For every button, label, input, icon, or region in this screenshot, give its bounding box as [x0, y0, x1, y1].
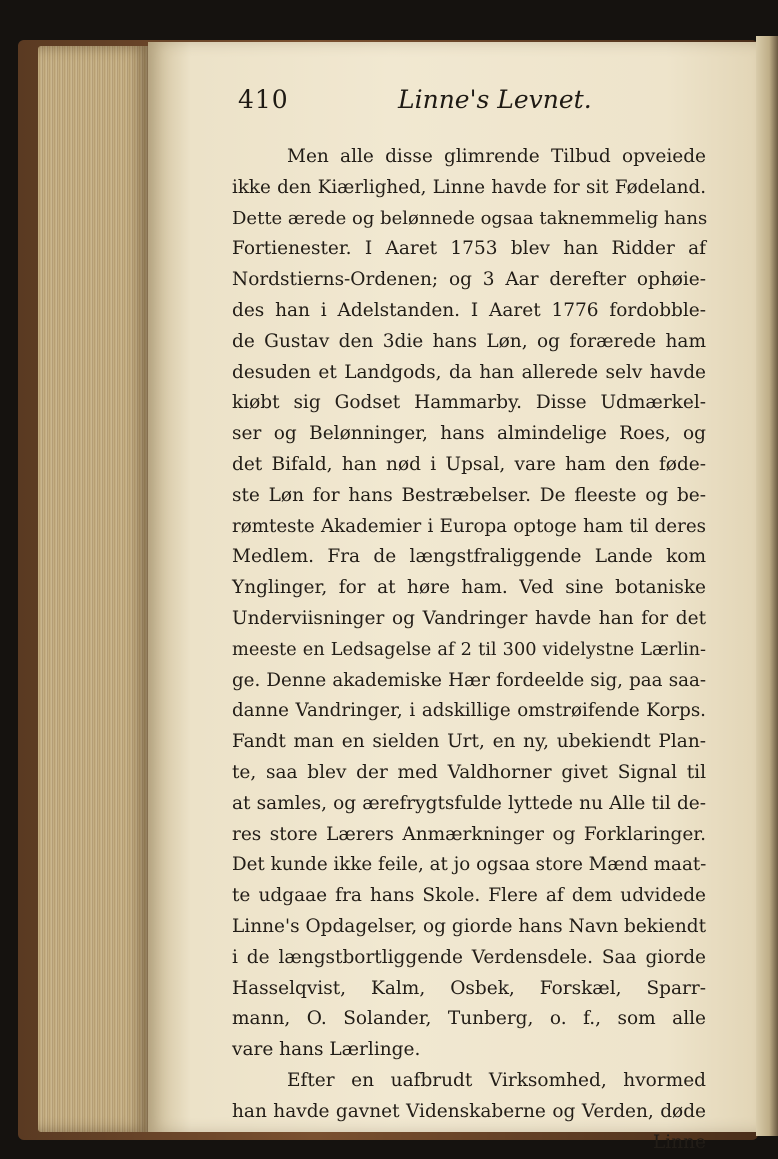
text-line: res store Lærers Anmærkninger og Forklaringer. [232, 823, 706, 845]
page-number: 410 [238, 85, 289, 114]
body-text [232, 142, 706, 1158]
text-line: Underviisninger og Vandringer havde han for det [232, 607, 706, 629]
text-line: vare hans Lærlinge. [232, 1039, 421, 1061]
text-line: rømteste Akademier i Europa optoge ham til deres [232, 515, 706, 537]
text-line: at samles, og ærefrygtsfulde lyttede nu Alle til de- [232, 792, 706, 814]
text-line: Efter en uafbrudt Virksomhed, hvormed [287, 1069, 706, 1091]
text-line: desuden et Landgods, da han allerede selv havde [232, 361, 706, 383]
text-line: Det kunde ikke feile, at jo ogsaa store Mænd maat- [232, 854, 707, 876]
text-line: han havde gavnet Videnskaberne og Verden, døde [232, 1100, 706, 1122]
text-line: des han i Adelstanden. I Aaret 1776 fordobble- [232, 299, 706, 321]
text-line: Ynglinger, for at høre ham. Ved sine botaniske [232, 577, 706, 599]
text-line: Men alle disse glimrende Tilbud opveiede [287, 146, 706, 167]
next-page-edge [756, 36, 778, 1136]
text-line: te udgaae fra hans Skole. Flere af dem udvidede [232, 885, 706, 907]
catchword: Linne [653, 1131, 706, 1153]
text-line: Medlem. Fra de længstfraliggende Lande kom [232, 546, 706, 568]
text-line: mann, O. Solander, Tunberg, o. f., som alle [232, 1008, 706, 1030]
page-edges [38, 46, 150, 1132]
text-line: Hasselqvist, Kalm, Osbek, Forskæl, Sparr- [232, 977, 706, 999]
text-line: det Bifald, han nød i Upsal, vare ham den føde- [232, 453, 706, 475]
text-line: kiøbt sig Godset Hammarby. Disse Udmærkel- [232, 392, 706, 414]
text-line: ikke den Kiærlighed, Linne havde for sit Fødeland. [232, 176, 706, 198]
text-line: ste Løn for hans Bestræbelser. De fleeste og be- [232, 484, 706, 506]
text-line: Linne's Opdagelser, og giorde hans Navn bekiendt [232, 915, 707, 937]
page-header [238, 85, 738, 119]
text-line: Fortienester. I Aaret 1753 blev han Ridder af [232, 238, 706, 260]
text-line: Dette ærede og belønnede ogsaa taknemmelig hans [232, 207, 708, 229]
text-line: ge. Denne akademiske Hær fordeelde sig, paa saa- [232, 669, 706, 691]
text-line: meeste en Ledsagelse af 2 til 300 videlystne Lærlin- [232, 639, 706, 660]
text-line: ser og Belønninger, hans almindelige Roes, og [232, 423, 706, 445]
text-line: danne Vandringer, i adskillige omstrøifende Korps. [232, 700, 706, 722]
running-title: Linne's Levnet. [398, 85, 592, 114]
text-line: de Gustav den 3die hans Løn, og forærede ham [232, 330, 706, 352]
text-line: te, saa blev der med Valdhorner givet Signal til [232, 761, 706, 783]
text-line: Fandt man en sielden Urt, en ny, ubekiendt Plan- [232, 731, 706, 753]
text-line: i de længstbortliggende Verdensdele. Saa giorde [232, 946, 706, 968]
text-line: Nordstierns-Ordenen; og 3 Aar derefter ophøie- [232, 269, 706, 291]
